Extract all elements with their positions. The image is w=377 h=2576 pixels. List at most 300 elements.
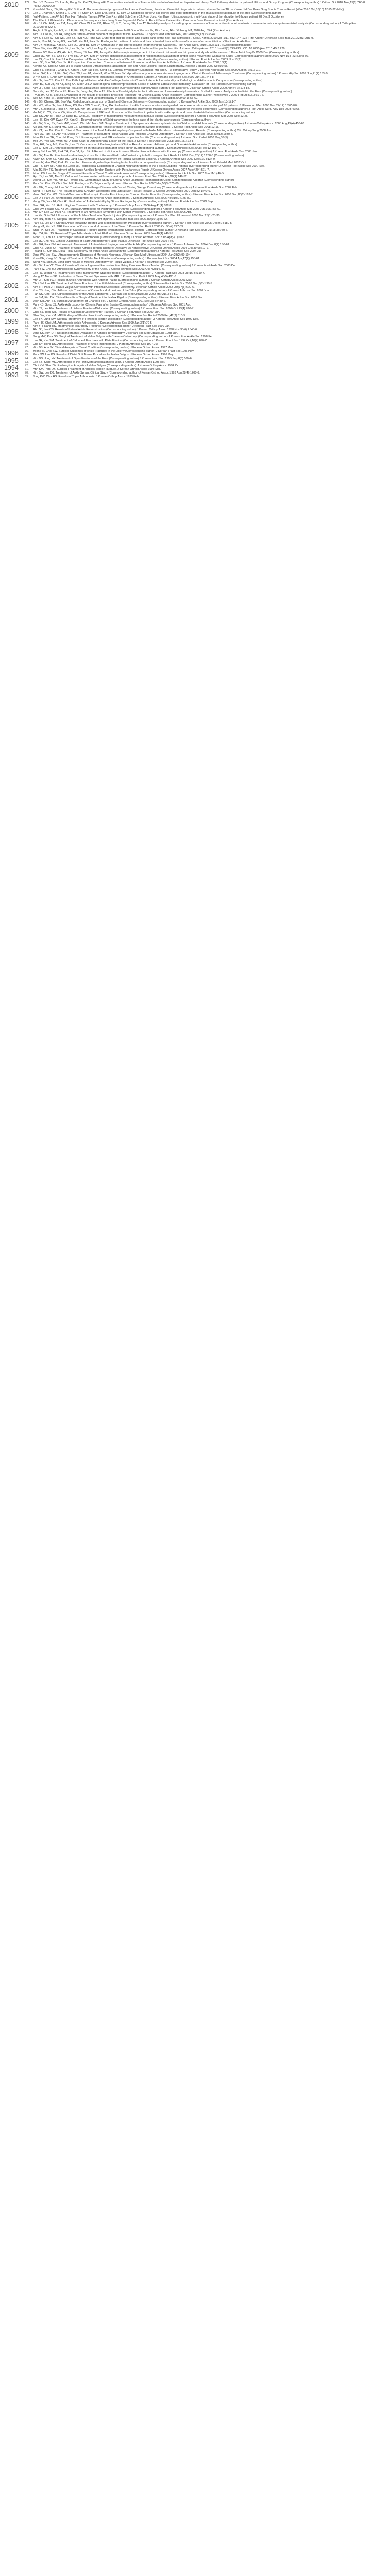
publication-entry <box>25 257 374 261</box>
publication-number: 154. <box>25 72 30 76</box>
publication-citation: Jeon SH, Kim BS. Hallux Rigidus Treatment with Cheilectomy. J Korean Orthop Assoc 2006 Aug;41(4):682-8. <box>33 204 173 207</box>
publication-number: 78. <box>25 343 29 346</box>
publication-entry <box>25 94 374 97</box>
publication-citation: Kim SK, Lee YT. Clinical Results of Lateral Ligament Reconstruction Using Peroneus Brevis Tendon (Corresponding author) J Korean Foot Ankle Soc 2003 Dec. <box>33 264 237 268</box>
publication-citation: Ma DH, Kim KT, Sung MS, Son ES. Comparison of the tensile strength in ankle ligament Suture Techniques. J Korean Foot Ankle Soc 2008;12(1). <box>33 125 219 129</box>
year-heading: 1994 <box>4 364 19 371</box>
publication-citation: Kim MH, Chung JH, Lee DY. Treatment of Freiberg's Disease with Dorsal Closing Wedge Osteotomy (Corresponding author) J Korean Foot Ankle Soc 2007 Feb. <box>33 186 238 190</box>
year-heading: 2004 <box>4 243 19 250</box>
publication-citation: Kim JY, Yoon BW, Kim NC, Lee DJ, Jung BL. Kim JY. Ultrasound in the lateral column lengthening the Calcaneal. Foot Ankle Surg. 2010;16(3):131-7 (Corresponding author) <box>33 43 253 47</box>
publication-citation: Choi YJ, Song SH, Chae DY, Kim KH, Kim Tae Hee, Song SY. Cervical myelopathy: Diagnostic MR and CT, a comparative Study. J Korean Neurosurg Soc 2009 Aug;46(2):116-21. <box>33 69 261 72</box>
year-section <box>4 264 374 282</box>
publication-citation: Park HS, Choi JM. Arthroscopic Ankle Arthrodesis. J Korean Arthrosc Soc 1999 Jun;3(1):70-5. <box>33 321 153 325</box>
publication-citation: Lee HS, Kim KW, Kwan YD, Kim CH. Delayed transfer of Eight transverse: the long case of the plantar aponeurosis (Corresponding author) <box>33 118 211 122</box>
year-heading: 2009 <box>4 50 19 58</box>
publication-number: 148. <box>25 93 30 97</box>
publication-number: 90. <box>25 300 29 303</box>
publication-number: 140. <box>25 122 30 125</box>
publication-number: 168. <box>25 19 30 22</box>
year-section <box>4 282 374 297</box>
publication-number: 146. <box>25 100 30 104</box>
publication-entry <box>25 204 374 208</box>
publication-number: 126. <box>25 172 30 175</box>
publication-number: 83. <box>25 325 29 328</box>
publication-citation: Seo SY, Yang SR. Diagnostic value of MRI and ultrasonography in ankle ligament injuries. J Korean Soc Radiol 2009;60(1):55-62. <box>33 97 198 100</box>
publication-entry <box>25 361 374 364</box>
publication-citation: Ku JW, Ko YS, Kwon KW, Kim HS. Comparisons of MRI and ultrasound of the hindfoot in patients with ankle sprain and musculoskeletal abnormalities (Corresponding author) <box>33 111 255 115</box>
publication-number: 170. <box>25 11 30 15</box>
publication-number: 131. <box>25 154 30 157</box>
publication-citation: Ham SJ, Shu SH, Choi JH. A Prospective Randomized Comparison between Ultrasound and the Foot Arch Pattern. J Korean Foot Ankle Soc 2009;13(1). <box>33 61 228 65</box>
publication-number: 130. <box>25 157 30 161</box>
publication-citation: Choi BJ, Yoon SH. Results of Calcaneal Osteotomy for Flatfoot. J Korean Foot Ankle Soc 2000 Jun. <box>33 310 160 314</box>
year-heading: 1993 <box>4 371 19 379</box>
publication-number: 129. <box>25 161 30 164</box>
publication-citation: Cho KY, Hong DS. Arthroscopic Treatment of Ankle Impingement. J Korean Arthrosc Soc 1997 Jul. <box>33 343 159 346</box>
publication-entry <box>25 19 374 23</box>
publication-list <box>25 364 374 371</box>
publication-entry <box>25 375 374 379</box>
publication-entry <box>25 44 374 47</box>
publication-entry <box>25 108 374 111</box>
publication-number: 161. <box>25 47 30 50</box>
publication-number: 113. <box>25 218 30 222</box>
publication-entry <box>25 311 374 314</box>
publication-number: 169. <box>25 15 30 19</box>
publication-citation: Kim SY, Ahn JH. Functional and radiological results of the modified Ludloff osteotomy in hallux valgus. Foot Ankle Int 2007 Dec;28(12):1230-6 (Corresponding author). <box>33 154 245 157</box>
publication-number: 110. <box>25 229 30 232</box>
publication-citation: Jeong CB, Kim YH, Kim DJ, Hwang HS. Comparative Study of Lateral Ankle Ligament Reconstruction Using Semitendinosus Allograft (Corresponding author) <box>33 179 234 182</box>
publication-entry <box>25 83 374 87</box>
year-section <box>4 222 374 243</box>
publication-number: 142. <box>25 115 30 118</box>
publication-entry <box>25 65 374 69</box>
publication-citation: Yoo DK, Yoo SH, Kwon YM. A Bone Graft in Osteochondral Lesion of the Talus. J Korean Foot Ankle Soc 2008 Mar;12(1):12-8. <box>33 140 195 143</box>
publication-list <box>25 1 374 51</box>
publication-citation: Nail-Pattern, Lee AV, MS Pay Han Takeda, Tamura PWA Cao Rich Whit Sub Chen CJ, Rom Jorg, Kim Kwon Ultrasonographic multi-focal stage of the shoulder to 6 hours patient 28 Dec 3 Oct (tone). <box>33 15 285 19</box>
year-section <box>4 364 374 371</box>
publication-entry <box>25 55 374 58</box>
year-section <box>4 339 374 350</box>
publication-citation: Min JK, Kim TS. Treatment of the Acute Achilles Tendon Rupture with Percutaneous Repair. J Korean Orthop Assoc 2007 Aug;42(4):521-7. <box>33 168 210 172</box>
publication-number: 171. <box>25 8 30 11</box>
publication-list <box>25 339 374 350</box>
publication-number: 155. <box>25 69 30 72</box>
publication-entry <box>25 350 374 353</box>
publication-citation: Kim DH, Park BM. Arthroscopic Treatment of Anterolateral Impingement of the Ankle (Corresponding author) J Korean Arthrosc Soc 2004 Dec;8(2):156-61. <box>33 243 230 246</box>
publication-citation: Jung HG, Jung MS, Kim SH, Lee JY. Comparison of Radiological and Clinical Results between Arthroscopic and Open Ankle Arthrodesis (Corresponding author) <box>33 143 237 147</box>
publication-number: 111. <box>25 225 30 229</box>
publication-number: 70. <box>25 371 29 375</box>
publication-number: 96. <box>25 278 29 282</box>
publication-entry <box>25 69 374 72</box>
publication-citation: Kim DS, Jung HY. Treatment of Open Fractures of the Foot (Corresponding author) J Korean Fract Soc 1995 Sep;8(3):560-6. <box>33 357 193 360</box>
publication-number: 72. <box>25 364 29 367</box>
publication-entry <box>25 147 374 150</box>
publication-entry <box>25 232 374 236</box>
publication-number: 84. <box>25 321 29 325</box>
year-heading: 1996 <box>4 349 19 357</box>
publication-entry <box>25 200 374 204</box>
publication-number: 81. <box>25 332 29 335</box>
publication-citation: Choi KS, Jung YJ. Treatment of Acute Achilles Tendon Rupture: Operative vs Nonoperative. J Korean Orthop Assoc 2004 Oct;39(6):612-7. <box>33 246 209 250</box>
publication-citation: Moon KB, Lee JW. Surgical Treatment Results of Tarsal Coalition in Adolescent (Corresponding author) J Korean Foot Ankle Soc 2007 Jun;11(1):40-5. <box>33 172 225 175</box>
publication-citation: Ahn GY, Lee DJ, Park KS. Treatment of Os Naviculare Syndrome with Kidner Procedure. J Korean Foot Ankle Soc 2006 Apr. <box>33 211 192 214</box>
publication-entry <box>25 197 374 200</box>
publication-citation: Park YW, Cho MJ. Arthroscopic Synovectomy of the Ankle. J Korean Arthrosc Soc 2003 Oct;7(2):140-5. <box>33 267 165 271</box>
publication-citation: Yoon HK, Choi SW. Surgical Outcomes of Ankle Fractures in the Elderly (Corresponding author) J Korean Fract Soc 1996 Nov. <box>33 349 195 353</box>
year-section <box>4 357 374 364</box>
publication-entry <box>25 143 374 147</box>
publication-entry <box>25 247 374 250</box>
publication-entry <box>25 87 374 90</box>
publication-entry <box>25 225 374 229</box>
publication-citation: Hong SH, Lim SM, Park TH, Kim DJ, Pyo SK. A Report of clinical outcomes: Plantar Fascia Release with Endoscopy (Corresponding author) J Korean Foot Ankle Soc 2008 Jan. <box>33 150 258 154</box>
publication-number: 75. <box>25 353 29 357</box>
publication-citation: Kim BS, Cheong SH, Seo YW. Radiological comparison of Scarf and Chevron Osteotomy (Corresponding author). J Korean Foot Ankle Soc 2009 Jan;13(1):1-7. <box>33 100 237 104</box>
publication-citation: Kim JJ, Cho HM, Lee TM, Jung HK. Chen W, Lee RM, Rhee BB, Li C, Jeong SH, Lee AY. Reliability analysis for radiographic measures of lumbar motion in adult scoliosis: a semi-automatic computer-assisted analysis (Corresponding author) J Orthop Res 2010;28(4):422-8. <box>33 22 357 29</box>
publication-number: 163. <box>25 40 30 43</box>
publication-citation: The Effect of Platelet-Rich Plasma as a Subsequence in a Long Bone Segmental Defect in Rabbit Bone Platelet-Rich Plasma In Bone Reconstruction? (Past Author) <box>33 19 243 22</box>
publication-number: 91. <box>25 296 29 300</box>
publication-citation: Lee YK, Jung SW. Surgical Treatment of Peroneal Tendon Dislocation (Corresponding author) J Korean Foot Ankle Soc 1999 Dec. <box>33 317 199 321</box>
publication-number: 123. <box>25 182 30 186</box>
publication-citation: Ahn KM, Park DY. Surgical Treatment of Achilles Tendon Rupture. J Korean Orthop Assoc 1994 Mar. <box>33 367 161 371</box>
publication-citation: Kim JJ, Lee JV, Shi JH, Song HW. Stress-limited pattern of the plantar fascia: A Review JJ. Sports Med Arthrosc Rev, Mar 2010;35(12):2235-47. <box>33 33 216 37</box>
publication-citation: Lim KH, Shin SH. Ultrasound of the Achilles Tendon in Sports Injuries (Corresponding author) J Korean Soc Med Ultrasound 2006 Mar;25(1):23-30. <box>33 214 220 218</box>
publication-citation: Lee DH, Park JS. Arthroscopic Débridement for Anterior Ankle Impingement. J Korean Arthrosc Soc 2006 Nov;10(2):145-50. <box>33 196 191 200</box>
publication-number: 137. <box>25 132 30 136</box>
publication-citation: Jung KW, Choi HS. Results of Triple Arthrodesis. J Korean Orthop Assoc 1993 Feb. <box>33 375 140 378</box>
publication-number: 97. <box>25 275 29 278</box>
publication-number: 94. <box>25 285 29 289</box>
publication-number: 134. <box>25 143 30 147</box>
publication-entry <box>25 140 374 143</box>
publication-number: 92. <box>25 293 29 296</box>
publication-entry <box>25 8 374 12</box>
publication-entry <box>25 182 374 186</box>
publication-entry <box>25 158 374 161</box>
publication-citation: Ryu JY, Lee SK, Ahn SJ. Calcaneal fracture treated with sinus tarsi approach. J Korean Fract Soc 2007 Apr;20(2):146-52. <box>33 175 188 179</box>
publication-list <box>25 318 374 329</box>
publication-entry <box>25 268 374 272</box>
publication-citation: Choi YH, Shin JW. Radiological Analysis of Hallux Valgus (Corresponding author) J Korean Orthop Assoc 1994 Oct. <box>33 364 180 367</box>
publication-entry <box>25 261 374 264</box>
year-heading: 2001 <box>4 296 19 304</box>
publication-number: 104. <box>25 250 30 253</box>
publication-entry <box>25 279 374 282</box>
publication-citation: Lee JH, Kim SM. Treatment of Calcaneal Fractures with Plate Fixation (Corresponding author) J Korean Fract Soc 1997 Oct;10(4):890-7. <box>33 339 208 343</box>
publication-entry <box>25 161 374 165</box>
publication-entry <box>25 250 374 253</box>
publication-entry <box>25 368 374 371</box>
publication-number: 105. <box>25 246 30 250</box>
publication-citation: Jang KS, Kim DH. Ultrasonographic Evaluation of Achilles Tendinopathy. J Korean Soc Med Ultrasound 1998 Jun. <box>33 332 178 335</box>
publication-number: 115. <box>25 211 30 214</box>
publication-citation: Ahn SJ, Lee CS. Results of Lateral Ankle Reconstruction (Corresponding author) J Korean Orthop Assoc 1998 Nov;33(6):1540-6. <box>33 328 198 332</box>
publication-number: 160. <box>25 50 30 54</box>
publication-number: 127. <box>25 168 30 172</box>
publication-number: 172. <box>25 1 30 4</box>
publication-citation: Lee JK, Choi YS. Clinical Outcomes of Scarf Osteotomy for Hallux Valgus. J Korean Foot Ankle Soc 2005 Feb. <box>33 239 174 243</box>
publication-citation: Park KB, Song JS. Ankle Arthroscopy for Chronic Pain after Sprain (Corresponding author) J Korean Arthrosc Soc 2001 Apr. <box>33 303 191 307</box>
publication-entry <box>25 293 374 296</box>
publication-number: 103. <box>25 253 30 257</box>
publication-citation: Sam Yu, Lee JY, Kwon ES, Rhee JH, Jung JW, Moon JS. Effects of fixed rigid plantar foot orthoses and lower-extremity kinematics: Scaled Exposure Analysis in Pediatric Flat Foot (Corresponding author) <box>33 90 292 93</box>
publication-entry <box>25 208 374 211</box>
publication-number: 102. <box>25 257 30 261</box>
year-section <box>4 350 374 357</box>
publication-citation: Ahn JH, Kim YC. Results of Ankle Arthrodesis with Anterior Plating (Corresponding author) J Korean Orthop Assoc 2003 Mar. <box>33 278 192 282</box>
publication-entry <box>25 264 374 268</box>
publication-number: 144. <box>25 108 30 111</box>
year-section <box>4 51 374 105</box>
publication-number: 112. <box>25 222 30 225</box>
publication-number: 87. <box>25 310 29 314</box>
publication-citation: Shin DW, Kim KM. MRI Findings of Plantar Fasciitis (Corresponding author) J Korean Soc Radiol 2000 Feb;42(2):310-5. <box>33 314 186 317</box>
publication-entry <box>25 150 374 154</box>
publication-number: 107. <box>25 239 30 243</box>
publication-entry <box>25 186 374 190</box>
publication-citation: Kim BS, Ahn JY. Clinical Analysis of Tarsal Coalition (Corresponding author) J Korean Orthop Assoc 1997 Mar. <box>33 346 174 349</box>
publication-number: 101. <box>25 261 30 264</box>
publication-entry <box>25 115 374 118</box>
publication-number: 71. <box>25 367 29 371</box>
publication-citation: Song HR, Kim KJ. The Results of Distal Chevron Osteotomy with Lateral Soft Tissue Release. J Korean Orthop Assoc 2007 Jan;42(1):40-6. <box>33 190 211 193</box>
year-heading: 2006 <box>4 193 19 200</box>
publication-number: 143. <box>25 111 30 115</box>
publication-number: 77. <box>25 346 29 349</box>
publication-entry <box>25 214 374 218</box>
publication-citation: Moon SW, Ahn JJ, Kim SW, Choi JW, Lee JM, Han HJ, Woo SP, Han SY. Hip arthroscopy in femoroacetabular impingement: Clinical Results of Arthroscopic Treatment (Corresponding author) J Korean Hip Soc 2009 Jun;21(2):153-9. <box>33 72 329 76</box>
publication-number: 85. <box>25 317 29 321</box>
publication-entry <box>25 240 374 243</box>
publication-entry <box>25 122 374 126</box>
publication-entry <box>25 300 374 303</box>
publication-citation: Ji YP, Seo SH, Ahn SW. Medial Ankle Impingement: Treatment Results of Arthroscopic Surgery. J Korean Foot Ankle Soc 2009 Jun;13(1):44-8. <box>33 76 215 79</box>
year-section <box>4 243 374 264</box>
publication-list <box>25 307 374 318</box>
publication-number: 145. <box>25 104 30 108</box>
publication-number: 138. <box>25 129 30 132</box>
publication-number: 157. <box>25 61 30 65</box>
publication-entry <box>25 289 374 293</box>
publication-list <box>25 296 374 307</box>
publication-entry <box>25 236 374 240</box>
publication-entry <box>25 33 374 37</box>
publication-citation: Kim YH, Kang HS. Treatment of Talar Body Fractures (Corresponding author) J Korean Fract Soc 1999 Jan. <box>33 325 170 328</box>
publication-number: 76. <box>25 349 29 353</box>
publication-entry <box>25 332 374 335</box>
publication-entry <box>25 97 374 100</box>
publication-entry <box>25 371 374 375</box>
publication-number: 100. <box>25 264 30 268</box>
publication-citation: Han SK, Choi MH. Ultrasonography of the Ankle Ligaments. J Korean Soc Med Ultrasound 2002 Mar;21(1):45-50. <box>33 293 178 296</box>
publication-number: 147. <box>25 97 30 100</box>
publication-citation: Kim JH, Song SJ. Functional Result of Lateral Ankle Reconstruction (Corresponding author) Ankle Surgery Foot Disorders. J Korean Orthop Assoc 2009 Apr;44(2):178-84. <box>33 86 250 90</box>
publication-citation: Cho TS, Kim SH, Kang MJ, Jeon JH. Radiological Evaluation of Charcot Neuroarthropathy of the Foot in Diabetic Patients (Corresponding author) J Korean Foot Ankle Soc 2007 Sep. <box>33 164 265 168</box>
publication-citation: Palmer BC, Kwon MS, Ahn HS, Chung JS, Noh KB, Jeong GY. Arthroscopic management of the chronic intra-articular hip pain: a study about the causes. J Bone Joint Surg Br 2009 Dec (Corresponding author) <box>33 50 299 54</box>
publication-number: 74. <box>25 357 29 360</box>
publication-number: 124. <box>25 179 30 182</box>
publication-entry <box>25 286 374 290</box>
publication-number: 151. <box>25 82 30 86</box>
year-heading: 2007 <box>4 154 19 161</box>
publication-entry <box>25 15 374 19</box>
publication-number: 95. <box>25 282 29 285</box>
publication-number: 133. <box>25 147 30 150</box>
year-section <box>4 318 374 329</box>
publication-entry <box>25 12 374 15</box>
publication-citation: Chae SW, Kim MK, Paik SK, Lee JN, Joo WY, Lee Aug Ky. Non-surgical treatment of the bronchial plantar fasciitis. J Korean Orthop Assoc 2010 Jun;45(3):229-235. ICD: 10.4055/jkoa.2010.45.3.229 <box>33 47 285 50</box>
publication-entry <box>25 218 374 222</box>
year-section <box>4 154 374 193</box>
publication-citation: Cho KS, Ahn SH, Han JJ, Kang BJ, Choi JK. Reliability of radiographic measurements in hallux valgus (Corresponding author) J Korean Foot Ankle Soc 2008 Sep;12(2). <box>33 115 248 118</box>
publication-number: 166. <box>25 29 30 33</box>
year-heading: 2000 <box>4 307 19 314</box>
publication-citation: Yoon BH, Kang SC. Surgical Treatment of Talar Neck Fractures (Corresponding author) J Korean Fract Soc 2004 Apr;17(2):155-61. <box>33 257 200 261</box>
publication-number: 82. <box>25 328 29 332</box>
publication-citation: Jeon KH, Ahn SY. Surgical Management of Charcot Foot. J Korean Orthop Assoc 2001 Sep;36(5):480-6. <box>33 300 166 303</box>
publication-entry <box>25 193 374 197</box>
publication-number: 106. <box>25 243 30 246</box>
publication-entry <box>25 154 374 158</box>
publication-list <box>25 193 374 222</box>
publication-list <box>25 350 374 357</box>
publication-list <box>25 282 374 297</box>
publication-citation: Park JS, Park SJ, Ahn YH, Moon JY. Treatment of Recurrent Hallux Valgus with Proximal Chevron Osteotomy. J Korean Foot Ankle Soc 2008 Jun;12(1):30-5. <box>33 132 233 136</box>
publication-entry <box>25 76 374 79</box>
publication-citation: Kim JH, Lee YS, Kim ES. The Pathological Pattern of Ankle Cartilage Lesions in Chronic Lateral Ankle Instability: a Radiologic and Arthroscopic Comparison (Corresponding author) <box>33 79 263 82</box>
publication-number: 73. <box>25 360 29 364</box>
publication-citation: Lee SM, Kim DY. Clinical Results of Surgical Treatment for Hallux Rigidus (Corresponding author) J Korean Foot Ankle Soc 2001 Dec. <box>33 296 204 300</box>
publication-number: 116. <box>25 207 30 211</box>
publication-entry <box>25 165 374 168</box>
publication-citation: Hyun JM, Ko S, Lee JH. Evaluation of the results of Modified Brostrom Procedure for Chronic Lateral Ankle Instability (Corresponding author) Yonsei Med J 2009 Feb 28;50(1):69-76. <box>33 93 264 97</box>
publication-list <box>25 51 374 105</box>
publication-entry <box>25 314 374 318</box>
publication-entry <box>25 40 374 44</box>
publication-entry <box>25 1 374 8</box>
publication-citation: Jang WY, Lee SW. Ultrasonographic Diagnosis of Morton's Neuroma. J Korean Soc Med Ultrasound 2004 Jun;23(2):99-104. <box>33 253 192 257</box>
publication-entry <box>25 272 374 275</box>
publication-entry <box>25 328 374 332</box>
publication-number: 165. <box>25 33 30 37</box>
publication-citation: Lee JJ, Kim CH. Arthroscopic treatment of chronic ankle pain after ankle sprain (Corresponding author) J Korean Arthrosc Soc 2008 Feb;12(1):1-7. <box>33 147 220 150</box>
publication-number: 164. <box>25 37 30 40</box>
publication-citation: Kwon SW, Kim WJ. Clinical Outcome of Endoscopic Plantar Fasciotomy for Chronic Plantar Fasciitis (Corresponding author) J Korean Foot Ankle Soc 2006 Dec;10(2):162-7. <box>33 193 254 196</box>
publication-number: 79. <box>25 339 29 343</box>
publication-citation: Ha IH, Yoo JH, Jeong ES, Lee WK. Kim BJ, Park JH. Radiographic pattern of pelvis and the contrasted forefoot flexion of fracture after rehabilitation of Foot and Ankle Fractures <box>33 40 258 43</box>
publication-entry <box>25 357 374 361</box>
publication-citation: Kim TH, Park JH. Hallux Valgus Correction with Proximal Crescentic Osteotomy. J Korean Orthop Assoc 2002 Oct;37(5):620-6. <box>33 285 195 289</box>
publication-number: 153. <box>25 76 30 79</box>
publication-number: 149. <box>25 90 30 93</box>
publication-number: 139. <box>25 125 30 129</box>
publication-entry <box>25 29 374 33</box>
publication-citation: Kim SH, Lee SJ, Oh WR, Lee BZ, Ryu KD, Hong SW. Outer foot and the exploit and elastic band of the heel pad (ultrasonic), Seoul, Korea 2010 Mar 1;11(3)(2):144-122 (First Author) J Korean Soc Fract 2010;23(3):283-9. <box>33 37 314 40</box>
publication-entry <box>25 126 374 129</box>
publication-number: 132. <box>25 150 30 154</box>
year-section <box>4 307 374 318</box>
publication-citation: Choi JW, Hwang CS, Ko DY. Subtalar Arthrodesis for Posttraumatic Arthritis (Corresponding author) J Korean Foot Ankle Soc 2006 Jun;10(1):55-60. <box>33 207 221 211</box>
publication-number: 80. <box>25 335 29 339</box>
year-section <box>4 296 374 307</box>
publication-number: 119. <box>25 196 30 200</box>
year-heading: 1998 <box>4 328 19 336</box>
publication-citation: Kim SW, Lee DJ. Treatment of Ankle Sprain: Clinical Study (Corresponding author) J Korean Orthop Assoc 1993 Aug;28(4):1200-6. <box>33 371 200 375</box>
publication-citation: Yoon JY, Han WW, Park JS, Kim JW. Ultrasound-guided injection in plantar fasciitis: a comparative study (Corresponding author) J Korean Acad Rehabil Med 2007 Oct. <box>33 161 247 164</box>
publication-citation: Kang HJ, Kim YS. MRI Evaluation of Osteochondral Lesions of the Talus. J Korean Soc Radiol 2005 Oct;53(4):277-83. <box>33 225 184 229</box>
publication-entry <box>25 343 374 346</box>
publication-citation: Sun J-T, Zamvar TB, Liao N, Kang SH, Kai ZS, Kung WF. Comparative evaluation of fine-particle and ultrafine dust in chirpwise and cheap Cwi? Pathway sheiolan a pattern? Ultrasound Group Program (Corresponding author) J Orthop Sci 2010 Nov;15(6):743-8. PMID: 00000000 <box>33 1 366 8</box>
publication-list <box>25 264 374 282</box>
publication-citation: Jeon BJ, Sun JJ, Ko KJ, Jung KK, Moon JH. A case of spinal cord compression in a case of Chronic Lateral Ankle Instability: Evaluation of Risk Factors (Corresponding author) <box>33 82 256 86</box>
publication-entry <box>25 136 374 140</box>
publication-entry <box>25 318 374 321</box>
publication-number: 162. <box>25 43 30 47</box>
publication-number: 121. <box>25 190 30 193</box>
publication-entry <box>25 325 374 328</box>
publication-list <box>25 371 374 379</box>
publication-citation: Lee EF, Kamel A, Khong ZH, Chu HH, Chen LK, Ecco DM, Song HJ, Kim JJ. Diagnosis surgery, gall stones and other deformities in the musculoskeletal picture of life area (Corresponding author) <box>33 11 281 15</box>
publication-entry <box>25 129 374 133</box>
publication-citation: Lee JS, Choi UK, Lee SJ. A Comparison of Three Operation Methods of Chronic Lateral Instability (Corresponding author) J Korean Foot Ankle Soc 2009 Nov;13(2). <box>33 58 242 61</box>
publication-number: 125. <box>25 175 30 179</box>
year-section <box>4 328 374 339</box>
publication-citation: Park JW, Lee KS. Results of Distal Soft Tissue Procedure for Hallux Valgus. J Korean Orthop Assoc 1996 May. <box>33 353 174 357</box>
publication-entry <box>25 321 374 325</box>
publication-number: 136. <box>25 136 30 140</box>
publication-number: 118. <box>25 200 30 204</box>
publication-citation: Song MW, Park SB. Surgical Treatment of Hallux Valgus with Chevron Osteotomy (Corresponding author) J Korean Foot Ankle Soc 1998 Feb. <box>33 335 214 339</box>
publication-number: 93. <box>25 289 29 293</box>
publication-citation: Park SJ, Lee DH. Chronic Ankle Instability Treated with Modified Brostrom Procedure (Corresponding author) J Korean Foot Ankle Soc 2005 Dec;9(2):180-5. <box>33 222 233 225</box>
publication-entry <box>25 51 374 55</box>
publication-number: 128. <box>25 164 30 168</box>
publication-citation: Mun JB, Lee BH, Choi JH, Kang JY. Ultrasonographic and MR evaluation of plantar fasciitis (Corresponding author) J Korean Soc Radiol 2008 May;58(5). <box>33 136 229 140</box>
publication-citation: Anglic & Singh, Ryu HS, Ko LE, Kim EF, Jung H. Intra-articular pattern: In Pl One of the results, Kim J et al, Ahn JG Hong MJ, 2010 Aug 89 A (Past Author) <box>33 29 230 33</box>
year-heading: 2010 <box>4 1 19 8</box>
publication-citation: Kim YT, Lee DK, Kim EL. Clinical Outcomes of the Total Ankle Arthroplasty Compared with Ankle Arthrodesis: Intermediate-term Results (Corresponding author) Clin Orthop Surg 2008 Jun. <box>33 129 272 132</box>
publication-entry <box>25 335 374 339</box>
publication-entry <box>25 172 374 176</box>
publication-citation: Park BK, Kim JG, Choi SW. MRI Findings of Os Trigonum Syndrome. J Korean Soc Radiol 2007 Mar;56(3):275-80. <box>33 182 180 186</box>
publication-entry <box>25 229 374 232</box>
publication-entry <box>25 111 374 115</box>
publication-number: 122. <box>25 186 30 190</box>
publication-citation: Choi SH, Lee KB. Treatment of Stress Fracture of the Fifth Metatarsal (Corresponding author) J Korean Foot Ankle Soc 2002 Dec;6(2):190-5. <box>33 282 213 285</box>
publication-entry <box>25 282 374 286</box>
year-heading: 2005 <box>4 222 19 229</box>
publication-number: 109. <box>25 232 30 235</box>
year-heading: 1997 <box>4 339 19 347</box>
publication-entry <box>25 100 374 104</box>
publication-citation: Kim HN, Yoon YS. Surgical Treatment of Lisfranc Joint Injuries. J Korean Fract Soc 2006 Jan;19(1):56-62. <box>33 218 168 222</box>
publication-citation: Ahn JY, Jeong SH, Han BK, Kim KH, Kim JM, Woo SH, Kim HY. Ultrasonographic study of the musculoskeletal: reliability of the lower extremities (Corresponding author) J Foot Ankle Surg. Nov-Dec 2008;47(6). <box>33 108 300 111</box>
publication-citation: Shin HK, Seo JS. Treatment of Calcaneal Fracture Using Percutaneous Screw Fixation (Corresponding author) J Korean Fract Soc 2005 Jul;18(3):240-6. <box>33 229 228 232</box>
publication-entry <box>25 222 374 225</box>
publication-number: 89. <box>25 303 29 307</box>
year-section <box>4 193 374 222</box>
publication-entry <box>25 90 374 94</box>
publication-number: 158. <box>25 58 30 61</box>
publication-citation: Kim BY, Song SY, Baek MW, Han C, Cho MK, Nam SM. Surgical Treatment of Symptomatic Accessory Navicular in Children and Adolescents (Corresponding author) J Korean Orthop Assoc 2008 Aug;43(4):458-63. <box>33 122 305 125</box>
publication-entry <box>25 168 374 172</box>
publication-citation: Kim WS, Woo JH, Lee J, Kang KS, Park SW, Yoon C, Jung KA. Evaluation of ankle fractures in ultrasound-guided procedure: a retrospective study of 95 patients. J Ultrasound Med 2008 Dec;27(12):1697-704. <box>33 104 298 108</box>
publication-entry <box>25 296 374 300</box>
publication-citation: Lee SB, Kang MK. Arthrodesis of the First Metatarsophalangeal Joint. J Korean Orthop Assoc 1995 Apr. <box>33 360 165 364</box>
